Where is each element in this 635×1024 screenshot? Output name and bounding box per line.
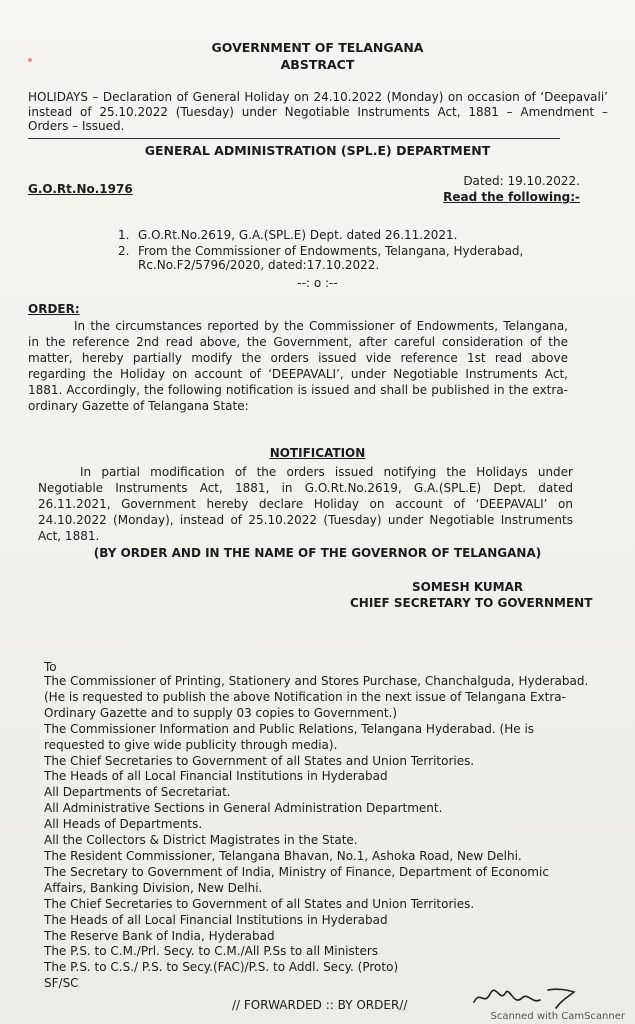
- reference-item: [118, 228, 568, 243]
- scanner-watermark: Scanned with CamScanner: [490, 1011, 625, 1022]
- recipient-line: (He is requested to publish the above Notification in the next issue of Telangana Extra-: [44, 689, 566, 704]
- recipient-line: The Commissioner of Printing, Stationery and Stores Purchase, Chanchalguda, Hyderabad.: [44, 674, 589, 688]
- references-list: [118, 228, 568, 273]
- reference-text: G.O.Rt.No.2619, G.A.(SPL.E) Dept. dated 26.11.2021.: [138, 228, 458, 242]
- order-body: In the circumstances reported by the Commissioner of Endowments, Telangana, in the reference 2nd read above, the Government, after careful consideration of the matter, hereby partially modify the orders issued vide reference 1st read above regarding the Holiday on account of ‘DEEPAVALI’, under Negotiable Instruments Act, 1881. Accordingly, the following notification is issued and shall be published in the extra-ordinary Gazette of Telangana State:: [28, 319, 568, 413]
- subject-rule: [28, 138, 560, 139]
- recipient-line: All Heads of Departments.: [44, 817, 203, 832]
- department-title: GENERAL ADMINISTRATION (SPL.E) DEPARTMENT: [144, 143, 491, 158]
- order-heading: ORDER:: [28, 302, 80, 316]
- subject-text: HOLIDAYS – Declaration of General Holiday on 24.10.2022 (Monday) on occasion of ‘Deepavali’ instead of 25.10.2022 (Tuesday) under Negotiable Instruments Act, 1881 – Amendment – Orders – Issued.: [28, 90, 608, 133]
- recipient-line: The Resident Commissioner, Telangana Bhavan, No.1, Ashoka Road, New Delhi.: [44, 848, 522, 863]
- forwarded-line: // FORWARDED :: BY ORDER//: [232, 998, 408, 1012]
- recipient-line: Ordinary Gazette and to supply 03 copies to Government.): [44, 705, 398, 720]
- reference-text: From the Commissioner of Endowments, Telangana, Hyderabad, Rc.No.F2/5796/2020, dated:17.10.2022.: [138, 243, 524, 272]
- government-title: GOVERNMENT OF TELANGANA: [211, 40, 424, 55]
- signatory-title: CHIEF SECRETARY TO GOVERNMENT: [350, 596, 593, 610]
- recipient-line: The Heads of all Local Financial Institutions in Hyderabad: [44, 769, 388, 784]
- recipient-line: SF/SC: [44, 976, 79, 991]
- recipient-list: [44, 674, 589, 992]
- recipient-line: The Reserve Bank of India, Hyderabad: [44, 928, 275, 943]
- read-the-following: Read the following:-: [443, 190, 580, 204]
- abstract-label: ABSTRACT: [280, 57, 355, 72]
- by-order-line: (BY ORDER AND IN THE NAME OF THE GOVERNOR OF TELANGANA): [93, 546, 542, 560]
- notification-heading: NOTIFICATION: [269, 446, 366, 460]
- reference-number: 1.: [118, 228, 130, 242]
- notification-body: In partial modification of the orders issued notifying the Holidays under Negotiable Instruments Act, 1881, in G.O.Rt.No.2619, G.A.(SPL.E) Dept. dated 26.11.2021, Government hereby declare Holiday on account of ‘DEEPAVALI’ on 24.10.2022 (Monday), instead of 25.10.2022 (Tuesday) under Negotiable Instruments Act, 1881.: [38, 465, 573, 543]
- recipient-line: The Commissioner Information and Public Relations, Telangana Hyderabad. (He is: [44, 721, 535, 736]
- recipient-line: Affairs, Banking Division, New Delhi.: [44, 880, 263, 895]
- recipient-line: The P.S. to C.M./Prl. Secy. to C.M./All P.Ss to all Ministers: [44, 944, 379, 959]
- signatory-name: SOMESH KUMAR: [412, 580, 524, 594]
- recipient-line: The Chief Secretaries to Government of all States and Union Territories.: [44, 753, 475, 768]
- recipient-line: All Departments of Secretariat.: [44, 785, 231, 800]
- reference-number: 2.: [118, 243, 130, 258]
- recipient-line: The Secretary to Government of India, Ministry of Finance, Department of Economic: [44, 864, 549, 879]
- recipient-line: The P.S. to C.S./ P.S. to Secy.(FAC)/P.S. to Addl. Secy. (Proto): [44, 960, 399, 975]
- recipient-line: All Administrative Sections in General Administration Department.: [44, 801, 443, 816]
- signature-scribble: [470, 984, 580, 1010]
- separator: --: o :--: [297, 276, 338, 290]
- recipient-line: requested to give wide publicity through media).: [44, 737, 338, 752]
- recipient-line: The Chief Secretaries to Government of all States and Union Territories.: [44, 896, 475, 911]
- to-label: To: [44, 660, 57, 674]
- order-date: Dated: 19.10.2022.: [463, 174, 580, 188]
- go-number: G.O.Rt.No.1976: [28, 182, 133, 196]
- recipient-line: The Heads of all Local Financial Institutions in Hyderabad: [44, 912, 388, 927]
- recipient-line: All the Collectors & District Magistrates in the State.: [44, 833, 358, 848]
- reference-item: [118, 244, 568, 273]
